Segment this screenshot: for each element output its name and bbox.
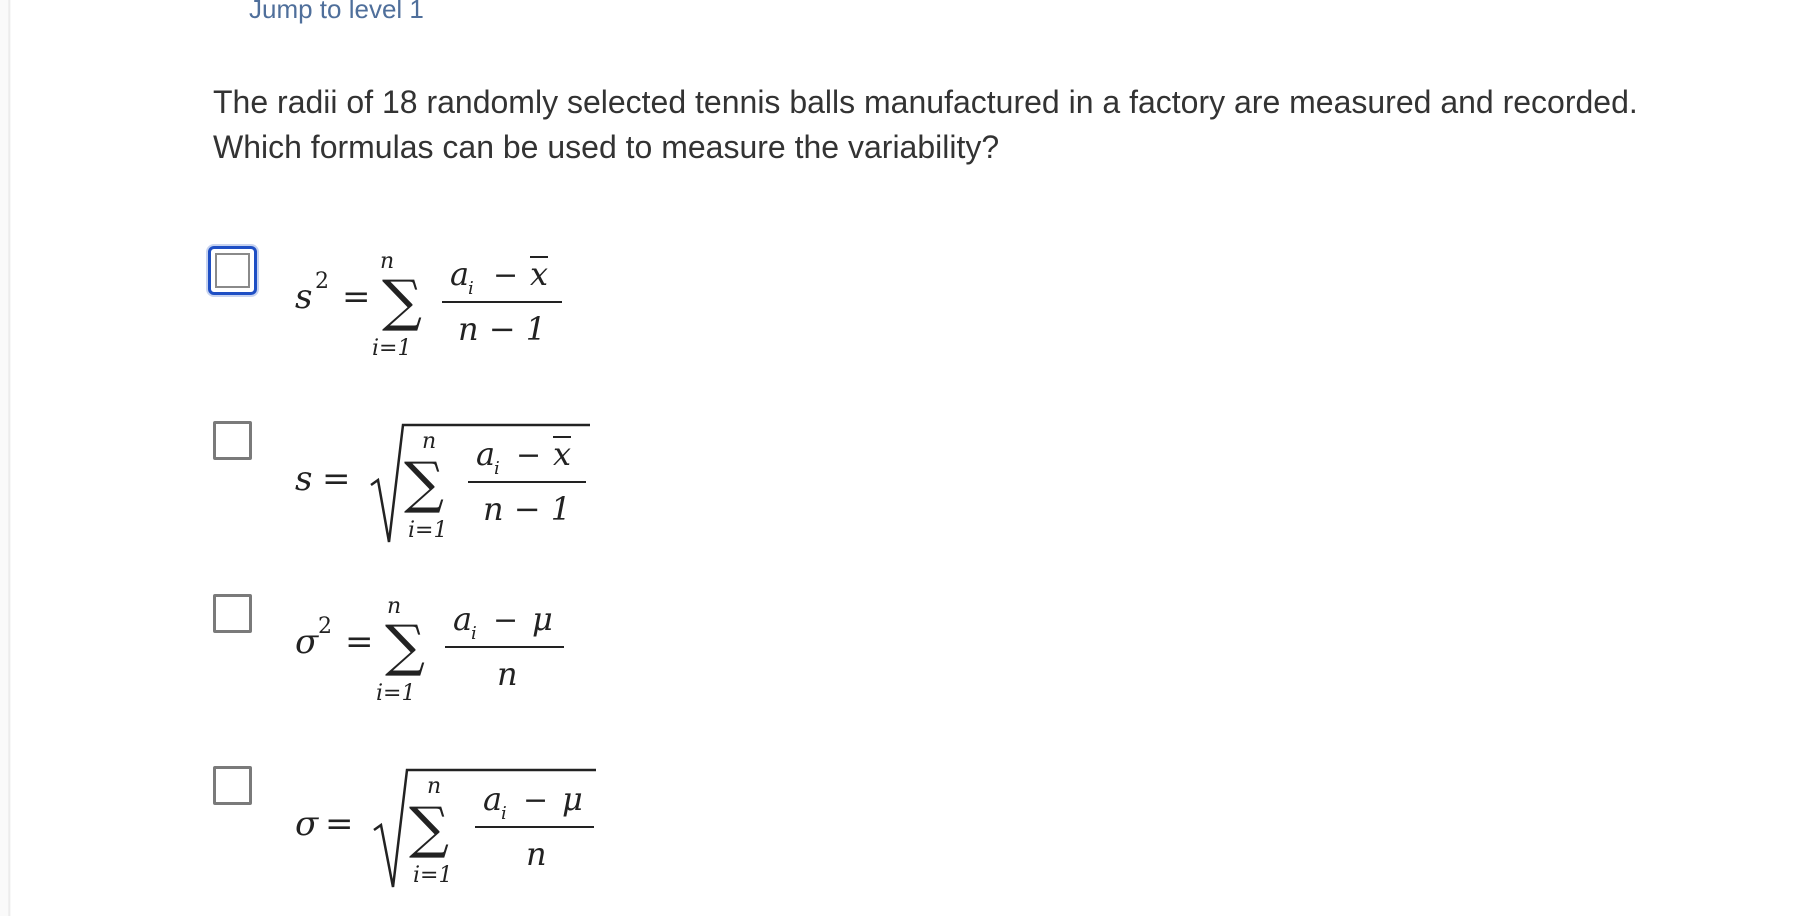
sum-symbol: ∑: [382, 269, 422, 334]
numerator-subscript: i: [468, 278, 474, 299]
formula-svg: [290, 765, 610, 900]
denominator: n: [497, 655, 518, 693]
lhs-exponent: 2: [318, 614, 332, 639]
numerator-subscript: i: [501, 803, 507, 824]
question-line-2: Which formulas can be used to measure the variability?: [213, 129, 1000, 165]
sum-symbol: ∑: [385, 614, 425, 679]
denominator: n: [526, 835, 547, 873]
lhs-exponent: 2: [315, 269, 329, 294]
sum-lower-limit: i=1: [413, 863, 453, 888]
sum-upper-limit: n: [427, 774, 442, 799]
numerator-subscript: i: [471, 623, 477, 644]
denominator: n − 1: [458, 310, 547, 348]
equals-sign: =: [345, 622, 374, 662]
numerator-a: a: [483, 780, 503, 818]
question-line-1: The radii of 18 randomly selected tennis balls manufactured in a factory are measured and recorded.: [213, 84, 1638, 120]
jump-to-level-link[interactable]: Jump to level 1: [249, 0, 424, 24]
left-border: [0, 0, 11, 916]
option-1-formula: [290, 240, 610, 374]
equals-sign: =: [342, 277, 371, 317]
lhs-base: s: [295, 277, 313, 317]
question-text: [213, 80, 1673, 170]
numerator-minus: −: [493, 258, 519, 293]
formula-svg: [290, 585, 610, 715]
option-1-checkbox[interactable]: [208, 246, 257, 295]
numerator-a: a: [476, 435, 496, 473]
formula-svg: [290, 240, 610, 370]
numerator-term: μ: [562, 780, 583, 818]
numerator-term: μ: [532, 600, 553, 638]
equals-sign: =: [322, 459, 351, 499]
numerator-a: a: [453, 600, 473, 638]
lhs-base: s: [295, 459, 313, 499]
sum-upper-limit: n: [387, 594, 402, 619]
sum-lower-limit: i=1: [372, 336, 412, 361]
option-3-formula: [290, 585, 610, 719]
sum-lower-limit: i=1: [376, 681, 416, 706]
sum-upper-limit: n: [380, 249, 395, 274]
option-4-formula: [290, 765, 610, 904]
numerator-a: a: [450, 255, 470, 293]
numerator-term: x: [530, 255, 549, 293]
numerator-minus: −: [523, 783, 549, 818]
sum-lower-limit: i=1: [408, 518, 448, 543]
sum-upper-limit: n: [422, 429, 437, 454]
equals-sign: =: [325, 804, 354, 844]
option-2-formula: [290, 420, 610, 559]
option-2-checkbox[interactable]: [213, 421, 252, 460]
sum-symbol: ∑: [409, 796, 449, 861]
option-4-checkbox[interactable]: [213, 766, 252, 805]
option-3-checkbox[interactable]: [213, 594, 252, 633]
numerator-minus: −: [493, 603, 519, 638]
numerator-term: x: [553, 435, 572, 473]
sum-symbol: ∑: [404, 451, 444, 516]
lhs-base: σ: [295, 804, 319, 844]
numerator-subscript: i: [494, 458, 500, 479]
denominator: n − 1: [483, 490, 572, 528]
numerator-minus: −: [516, 438, 542, 473]
lhs-base: σ: [295, 622, 319, 662]
formula-svg: [290, 420, 610, 555]
